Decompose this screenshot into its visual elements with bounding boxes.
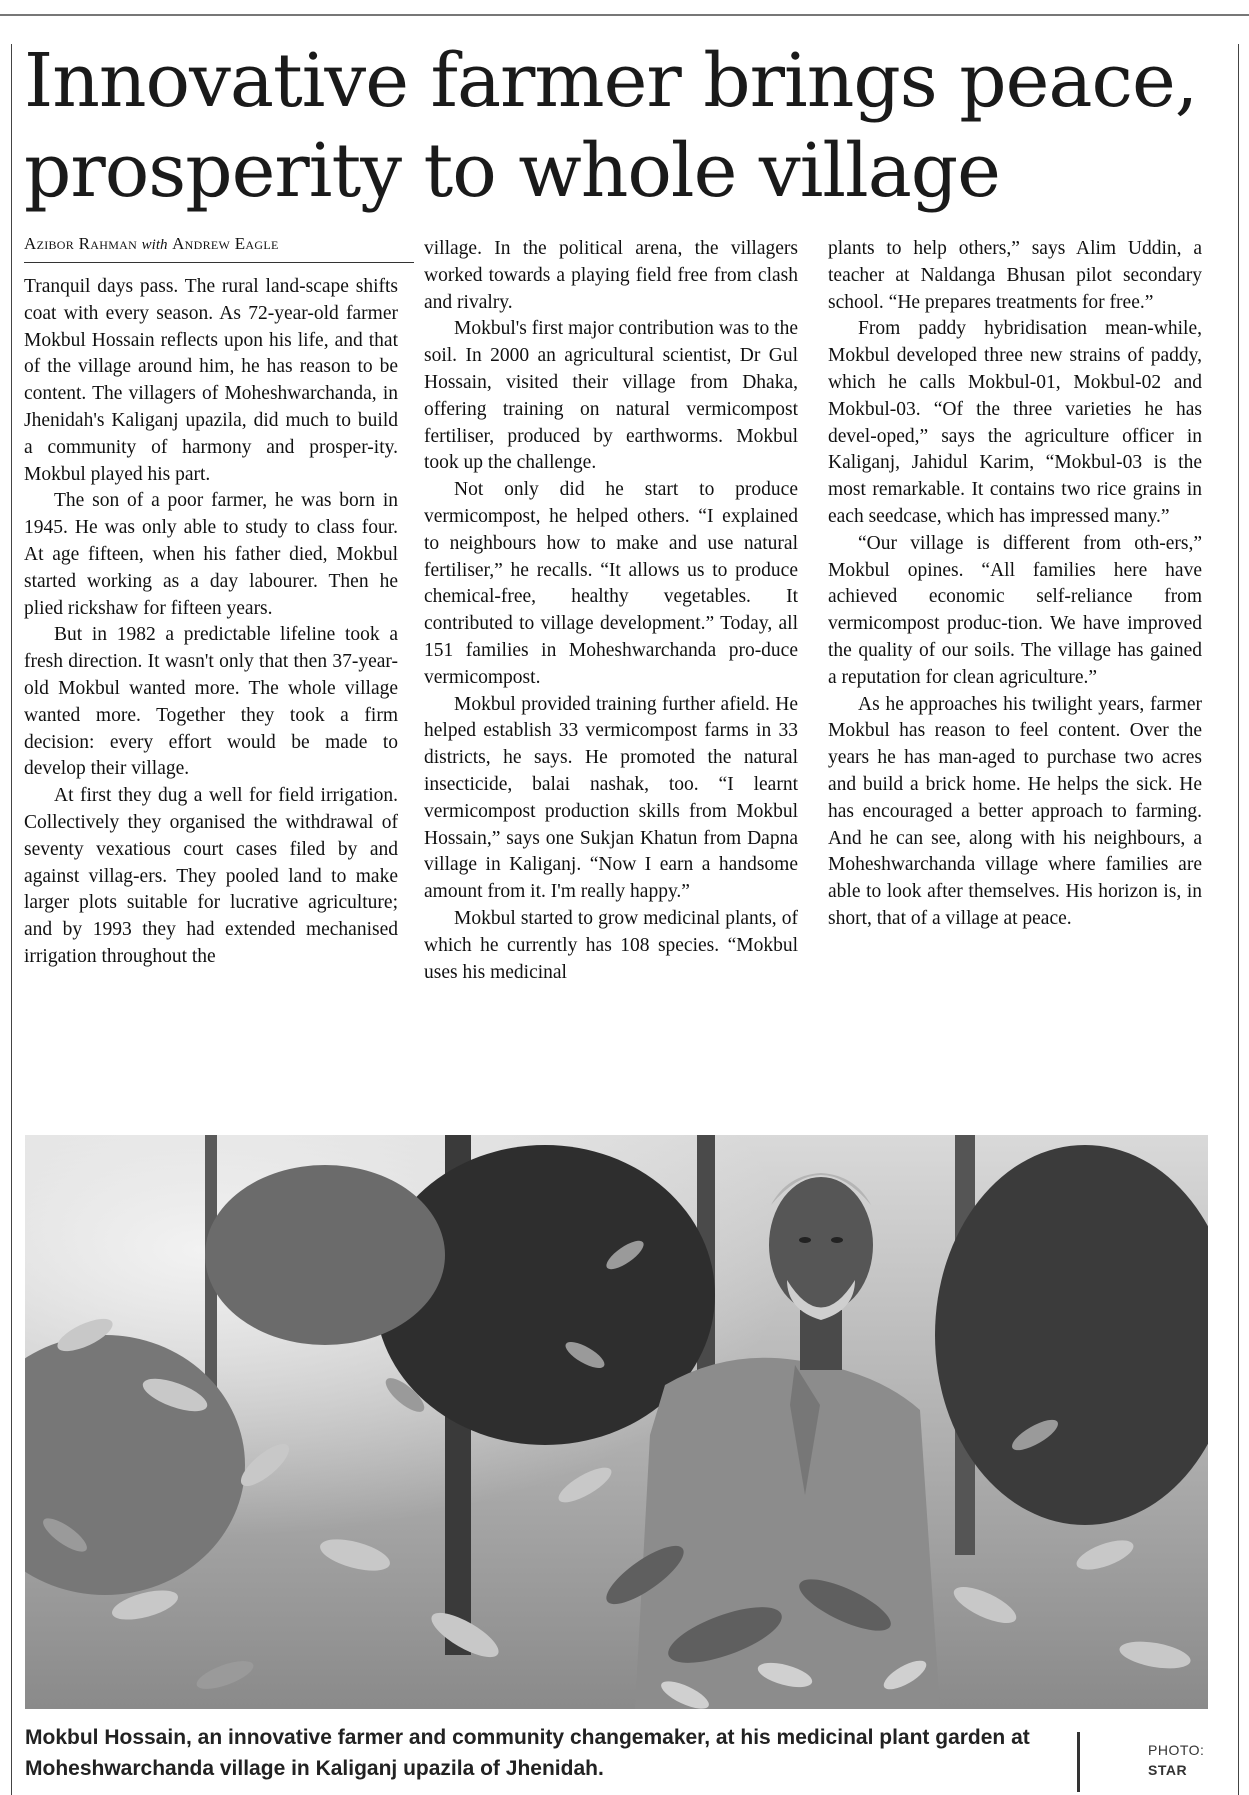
headline [24,36,1224,216]
left-column-rule [11,44,12,1795]
paragraph: The son of a poor farmer, he was born in 1945. He was only able to study to class four. At age fifteen, when his father died, Mokbul started working as a day labourer. Then he plied rickshaw for fifteen years. [24,490,398,619]
photo-credit-label: PHOTO: [1148,1742,1205,1758]
article-column-3 [828,236,1202,933]
byline-author-2: Andrew Eagle [172,234,279,253]
paragraph: plants to help others,” says Alim Uddin, a teacher at Naldanga Bhusan pilot secondary school. “He prepares treatments for free.” [828,238,1202,313]
paragraph: But in 1982 a predictable lifeline took a fresh direction. It wasn't only that then 37-year-old Mokbul wanted more. The whole village wanted more. Together they took a firm decision: every effort would be made to develop their village. [24,624,398,780]
photo-credit [1148,1740,1228,1780]
paragraph: Mokbul started to grow medicinal plants, of which he currently has 108 species. “Mokbul uses his medicinal [424,907,798,983]
headline-line-1: Innovative farmer brings peace, [24,38,1198,124]
farmer-garden-photo [25,1135,1208,1709]
byline-with: with [141,237,168,253]
paragraph: Mokbul provided training further afield. He helped establish 33 vermicompost farms in 33 districts, he says. He promoted the natural insecticide, balai nashak, too. “I learnt vermicompost production skills from Mokbul Hossain,” says one Sukjan Khatun from Dapna village in Kaliganj. “Now I earn a handsome amount from it. I'm really happy.” [424,693,798,903]
paragraph: At first they dug a well for field irrigation. Collectively they organised the withdrawal of seventy vexatious court cases filed by and against villag-ers. They pooled land to make larger plots suitable for lucrative agriculture; and by 1993 they had extended mechanised irrigation throughout the [24,785,398,967]
paragraph: Tranquil days pass. The rural land-scape shifts coat with every season. As 72-year-old farmer Mokbul Hossain reflects upon his life, and that of the village around him, he has reason to be content. The villagers of Moheshwarchanda, in Jhenidah's Kaliganj upazila, did much to build a community of harmony and prosper-ity. Mokbul played his part. [24,276,398,485]
byline-rule [24,262,414,263]
paragraph: From paddy hybridisation mean-while, Mokbul developed three new strains of paddy, which he calls Mokbul-01, Mokbul-02 and Mokbul-03. “Of the three varieties he has devel-oped,” says the agriculture officer in Kaliganj, Jahidul Karim, “Mokbul-03 is the most remarkable. It contains two rice grains in each seedcase, which has impressed many.” [828,318,1202,527]
photo-credit-source: STAR [1148,1762,1188,1778]
paragraph: Not only did he start to produce vermicompost, he helped others. “I explained to neighbours how to make and use natural fertiliser,” he recalls. “It allows us to produce chemical-free, healthy vegetables. It contributed to village development.” Today, all 151 families in Moheshwarchanda pro-duce vermicompost. [424,479,798,688]
right-column-rule [1238,44,1239,1795]
article-photo [25,1135,1208,1709]
paragraph: Mokbul's first major contribution was to the soil. In 2000 an agricultural scientist, Dr Gul Hossain, visited their village from Dhaka, offering training on natural vermicompost fertiliser, produced by earthworms. Mokbul took up the challenge. [424,318,798,474]
top-rule [0,14,1249,16]
byline [24,234,380,254]
byline-author-1: Azibor Rahman [24,234,138,253]
article-column-2 [424,236,798,986]
paragraph: As he approaches his twilight years, farmer Mokbul has reason to feel content. Over the years he has man-aged to purchase two acres and build a brick home. He helps the sick. He has encouraged a better approach to farming. And he can see, along with his neighbours, a Moheshwarchanda village where families are able to look after themselves. His horizon is, in short, that of a village at peace. [828,693,1202,929]
paragraph: village. In the political arena, the villagers worked towards a playing field free from clash and rivalry. [424,238,798,313]
paragraph: “Our village is different from oth-ers,” Mokbul opines. “All families here have achieved economic self-reliance from vermicompost produc-tion. We have improved the quality of our soils. The village has gained a reputation for clean agriculture.” [828,532,1202,688]
photo-caption: Mokbul Hossain, an innovative farmer and community changemaker, at his medicinal plant garden at Moheshwarchanda village in Kaliganj upazila of Jhenidah. [25,1726,1030,1780]
article-column-1 [24,274,398,971]
caption-divider [1077,1732,1080,1792]
headline-line-2: prosperity to whole village [24,128,1000,214]
